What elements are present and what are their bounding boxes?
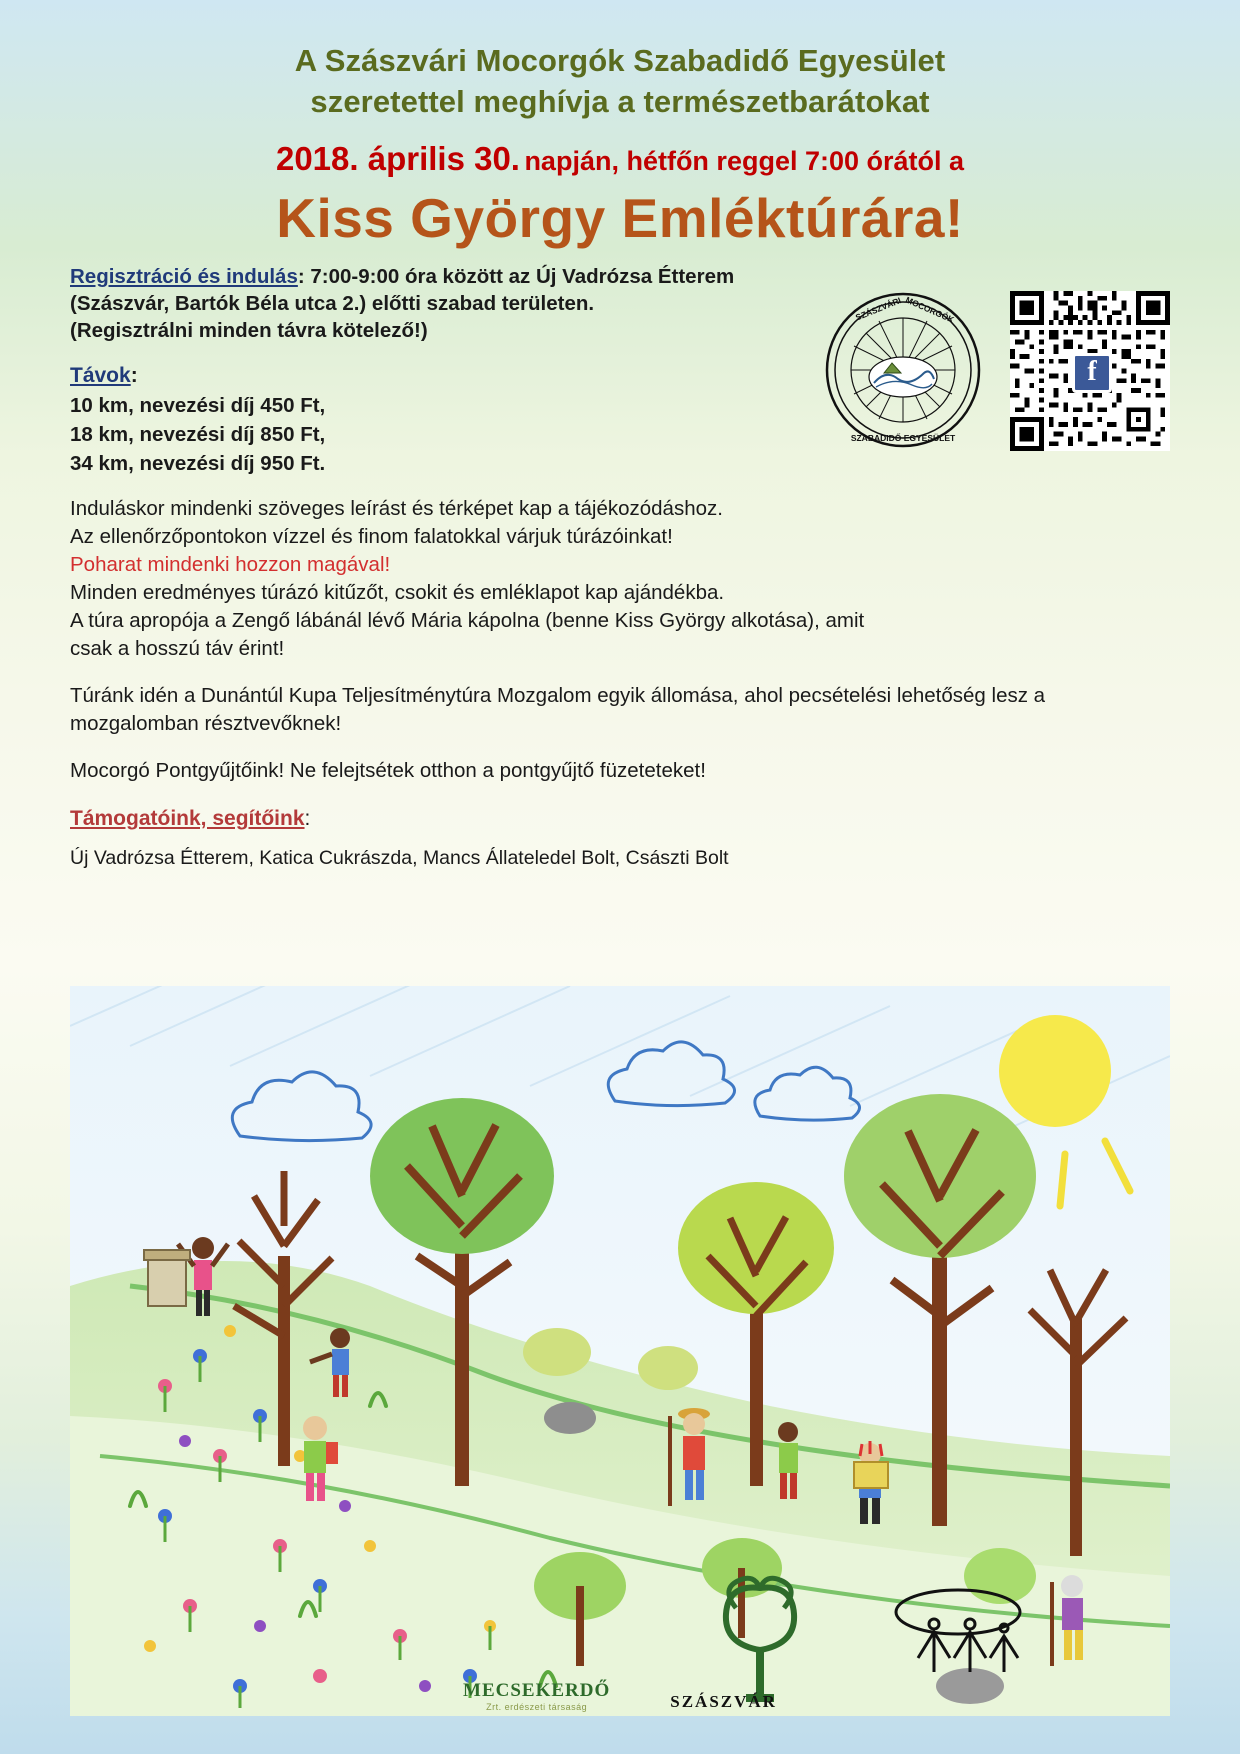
logo-row	[824, 291, 1170, 451]
bush	[523, 1328, 591, 1376]
facebook-icon[interactable]: f	[1072, 353, 1112, 393]
supporters-heading-suffix: :	[304, 806, 311, 830]
supporters-heading: Támogatóink, segítőink	[70, 806, 305, 830]
szaszvar-name: SZÁSZVÁR	[670, 1692, 777, 1711]
supporters-heading-row	[70, 807, 1170, 831]
qr-code[interactable]	[1010, 291, 1170, 451]
info-line-5: A túra apropója a Zengő lábánál lévő Mária kápolna (benne Kiss György alkotása), amit	[70, 609, 865, 633]
registration-heading: Regisztráció és indulás	[70, 264, 298, 288]
kupa-paragraph: Túránk idén a Dunántúl Kupa Teljesítménytúra Mozgalom egyik állomása, ahol pecsételési lehetőség lesz a mozgalomban résztvevőknek!	[70, 684, 1046, 735]
info-line-1: Induláskor mindenki szöveges leírást és térképet kap a tájékozódáshoz.	[70, 496, 723, 520]
registration-line-3: (Regisztrálni minden távra kötelező!)	[70, 318, 428, 342]
distances-heading: Távok	[70, 364, 131, 388]
info-line-2: Az ellenőrzőpontokon vízzel és finom falatokkal várjuk túrázóinkat!	[70, 524, 673, 548]
poster-body	[70, 263, 1170, 870]
distance-item: 34 km, nevezési díj 950 Ft.	[70, 451, 326, 475]
registration-heading-row	[70, 263, 1170, 290]
club-logo	[824, 291, 982, 449]
pontgyujto-paragraph: Mocorgó Pontgyűjtőink! Ne felejtsétek otthon a pontgyűjtő füzeteteket!	[70, 759, 706, 783]
mecsekerdo-sub: Zrt. erdészeti társaság	[486, 1702, 588, 1712]
bush	[638, 1346, 698, 1390]
distance-item: 18 km, nevezési díj 850 Ft,	[70, 422, 326, 446]
trash-bin	[144, 1250, 190, 1306]
header-line-1: A Szászvári Mocorgók Szabadidő Egyesület	[294, 43, 946, 78]
event-time-text: napján, hétfőn reggel 7:00 órától a	[524, 146, 965, 177]
info-section	[70, 495, 1170, 662]
svg-text:MOCORGÓK: MOCORGÓK	[904, 294, 956, 325]
registration-line-2: (Szászvár, Bartók Béla utca 2.) előtti szabad területen.	[70, 291, 595, 315]
mecsekerdo-name: MECSEKERDŐ	[463, 1680, 611, 1701]
supporters-list: Új Vadrózsa Étterem, Katica Cukrászda, Mancs Állateledel Bolt, Császti Bolt	[70, 846, 729, 869]
registration-heading-suffix: : 7:00-9:00 óra között az Új Vadrózsa Étterem	[297, 264, 735, 288]
info-line-4: Minden eredményes túrázó kitűzőt, csokit és emléklapot kap ajándékba.	[70, 581, 725, 605]
distances-heading-suffix: :	[130, 364, 138, 388]
event-date-line	[70, 140, 1170, 178]
page-title: Kiss György Emléktúrára!	[276, 187, 964, 250]
info-line-6: csak a hosszú táv érint!	[70, 637, 285, 661]
event-date: 2018. április 30.	[275, 140, 520, 178]
distance-item: 10 km, nevezési díj 450 Ft,	[70, 393, 326, 417]
header-line-2: szeretettel meghívja a természetbarátokat	[310, 84, 930, 120]
svg-text:SZABADIDŐ EGYESÜLET: SZABADIDŐ EGYESÜLET	[850, 432, 956, 443]
illustration	[70, 986, 1170, 1716]
info-warning: Poharat mindenki hozzon magával!	[70, 552, 391, 576]
poster-header	[70, 0, 1170, 249]
svg-text:SZÁSZVÁRI: SZÁSZVÁRI	[854, 295, 903, 323]
